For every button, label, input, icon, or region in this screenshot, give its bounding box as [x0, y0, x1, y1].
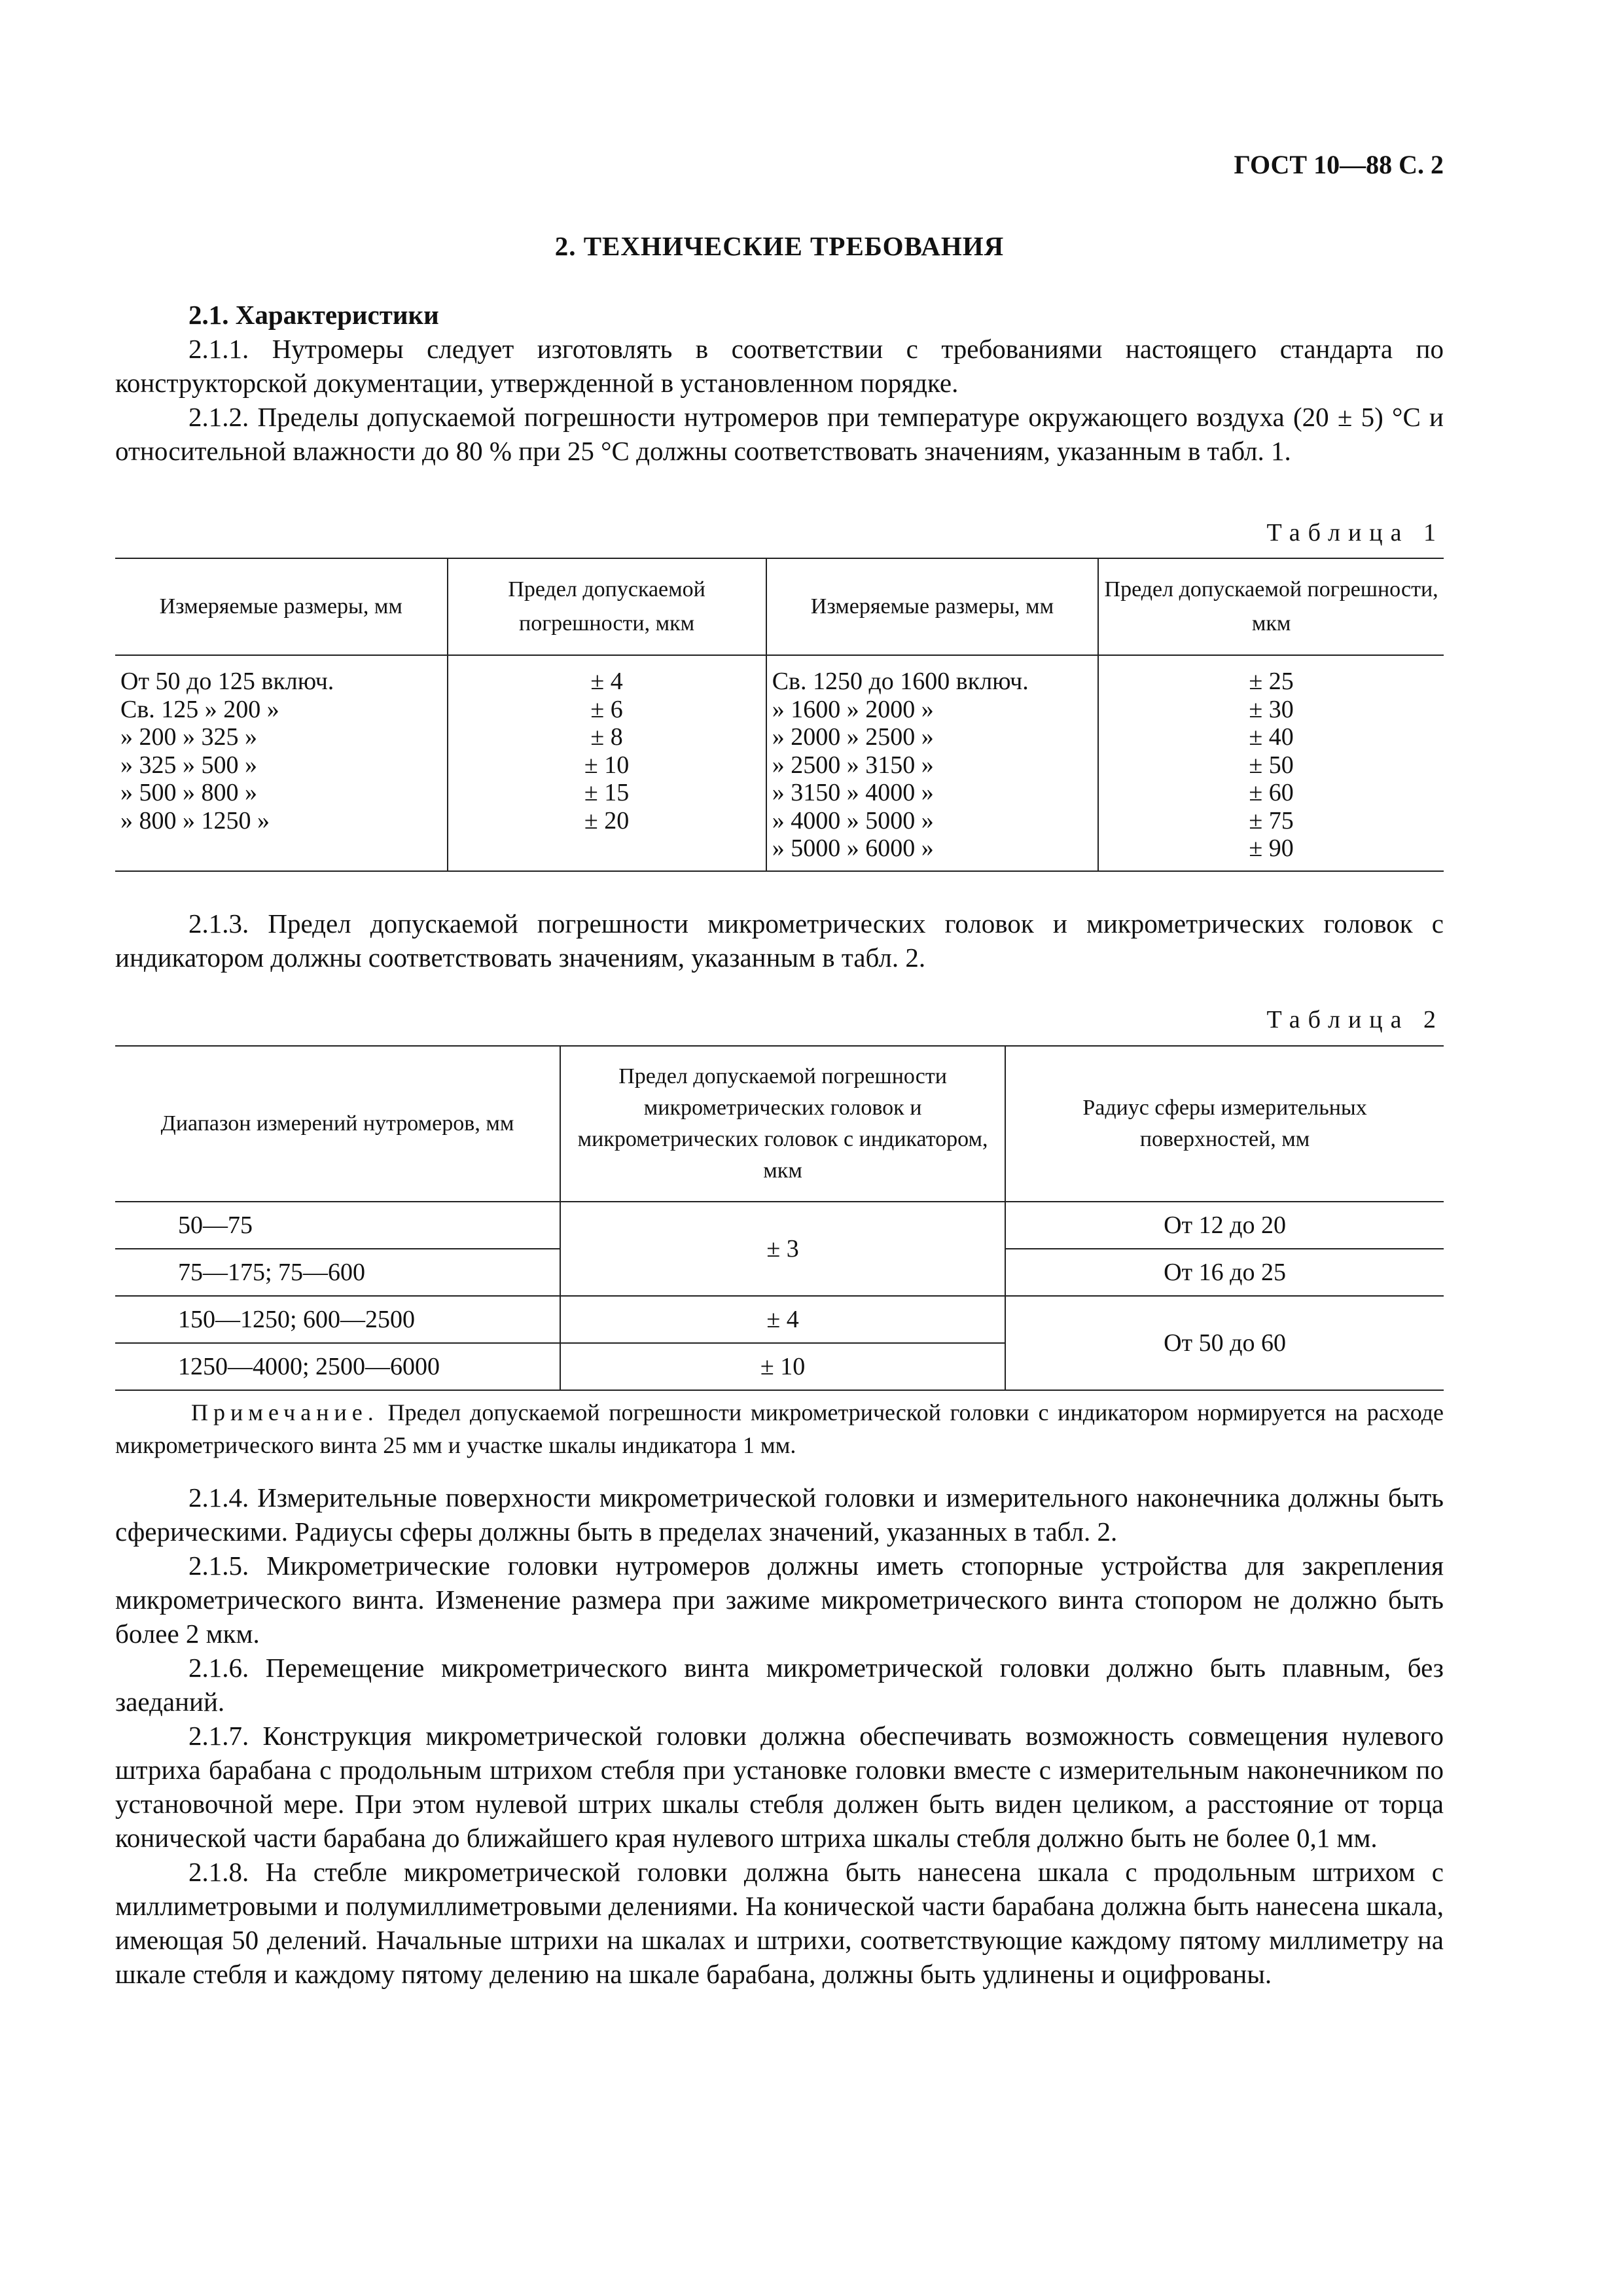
table2-range: 50—75: [115, 1202, 560, 1249]
table1-cell: ± 50: [1249, 751, 1294, 779]
table1-cell: ± 90: [1249, 834, 1294, 862]
table1-cell: » 5000 » 6000 »: [772, 834, 934, 862]
table1-cell: ± 30: [1249, 695, 1294, 723]
table1-cell: От 50 до 125 включ.: [120, 668, 334, 695]
table1-header-error-1: Предел допускаемой погрешности, мкм: [448, 558, 766, 655]
table1-col-errors-2: [1098, 655, 1444, 871]
paragraph-2-1-5: 2.1.5. Микрометрические головки нутромеров должны иметь стопорные устройства для закрепления микрометрического винта. Изменение размера при зажиме микрометрического винта стопором не должно быть более 2 мкм.: [115, 1551, 1444, 1649]
table1-cell: ± 25: [1249, 668, 1294, 695]
table1-cell: ± 60: [1249, 779, 1294, 806]
intro-block: [115, 298, 1444, 468]
table1-header-error-2: Предел допускаемой погрешности, мкм: [1098, 558, 1444, 655]
paragraph-2-1-6: 2.1.6. Перемещение микрометрического винта микрометрической головки должно быть плавным, без заеданий.: [115, 1653, 1444, 1717]
note-text: Предел допускаемой погрешности микрометрической головки с индикатором нормируется на расходе микрометрического винта 25 мм и участке шкалы индикатора 1 мм.: [115, 1399, 1444, 1458]
table1-cell: ± 4: [590, 668, 623, 695]
table2-header-radius: Радиус сферы измерительных поверхностей, мм: [1005, 1046, 1444, 1202]
table-1: [115, 558, 1444, 872]
table2-caption: Таблица 2: [1266, 1006, 1444, 1033]
table2-range: 150—1250; 600—2500: [115, 1296, 560, 1343]
note-label: Примечание.: [191, 1399, 379, 1426]
table1-cell: ± 10: [584, 751, 630, 779]
requirements-block: [115, 1480, 1444, 1991]
table1-cell: » 3150 » 4000 »: [772, 779, 934, 806]
table1-col-errors-1: [448, 655, 766, 871]
subsection-title: 2.1. Характеристики: [188, 300, 439, 330]
table2-radius: От 16 до 25: [1005, 1249, 1444, 1296]
paragraph-2-1-7: 2.1.7. Конструкция микрометрической головки должна обеспечивать возможность совмещения нулевого штриха барабана с продольным штрихом стебля при установке головки вместе с измерительным наконечником по установочной мере. При этом нулевой штрих шкалы стебля должен быть виден целиком, а расстояние от торца конической части барабана до ближайшего края нулевого штриха шкалы стебля должно быть не более 0,1 мм.: [115, 1721, 1444, 1853]
table1-cell: ± 20: [584, 806, 630, 834]
table1-cell: » 4000 » 5000 »: [772, 806, 934, 834]
table2-range: 1250—4000; 2500—6000: [115, 1343, 560, 1390]
table2-radius: От 12 до 20: [1005, 1202, 1444, 1249]
table1-cell: ± 8: [590, 723, 623, 751]
paragraph-2-1-1: 2.1.1. Нутромеры следует изготовлять в соответствии с требованиями настоящего стандарта по конструкторской документации, утвержденной в установленном порядке.: [115, 334, 1444, 398]
paragraph-2-1-3: 2.1.3. Предел допускаемой погрешности микрометрических головок и микрометрических головок с индикатором должны соответствовать значениям, указанным в табл. 2.: [115, 908, 1444, 973]
table1-col-sizes-1: [115, 655, 448, 871]
table1-cell: ± 6: [590, 695, 623, 723]
table2-error: ± 4: [560, 1296, 1005, 1343]
table2-error: ± 3: [560, 1202, 1005, 1296]
table1-cell: » 200 » 325 »: [120, 723, 257, 751]
page-header: ГОСТ 10—88 С. 2: [1234, 150, 1444, 179]
table1-cell: » 1600 » 2000 »: [772, 695, 934, 723]
paragraph-2-1-2: 2.1.2. Пределы допускаемой погрешности нутромеров при температуре окружающего воздуха (20 ± 5) °С и относительной влажности до 80 % при 25 °С должны соответствовать значениям, указанным в табл. 1.: [115, 402, 1444, 466]
table2-error: ± 10: [560, 1343, 1005, 1390]
table1-cell: ± 40: [1249, 723, 1294, 751]
table2-radius: От 50 до 60: [1005, 1296, 1444, 1390]
table1-header-size-2: Измеряемые размеры, мм: [766, 558, 1099, 655]
table2-header-error: Предел допускаемой погрешности микрометрических головок и микрометрических головок с индикатором, мкм: [560, 1046, 1005, 1202]
table-note: [115, 1396, 1444, 1462]
paragraph-2-1-8: 2.1.8. На стебле микрометрической головки должна быть нанесена шкала с продольным штрихом с миллиметровыми и полумиллиметровыми делениями. На конической части барабана должна быть нанесена шкала, имеющая 50 делений. Начальные штрихи на шкалах и штрихи, соответствующие каждому пятому миллиметру на шкале стебля и каждому пятому делению на шкале барабана, должны быть удлинены и оцифрованы.: [115, 1857, 1444, 1989]
table1-cell: ± 75: [1249, 806, 1294, 834]
table1-cell: Св. 1250 до 1600 включ.: [772, 668, 1029, 695]
table1-cell: » 800 » 1250 »: [120, 806, 270, 834]
section-title: 2. ТЕХНИЧЕСКИЕ ТРЕБОВАНИЯ: [554, 231, 1005, 261]
paragraph-2-1-3-block: [115, 906, 1444, 975]
table1-cell: ± 15: [584, 779, 630, 806]
table2-header-range: Диапазон измерений нутромеров, мм: [115, 1046, 560, 1202]
table1-cell: » 500 » 800 »: [120, 779, 257, 806]
table1-col-sizes-2: [766, 655, 1099, 871]
table-2: [115, 1045, 1444, 1391]
table1-cell: Св. 125 » 200 »: [120, 695, 279, 723]
paragraph-2-1-4: 2.1.4. Измерительные поверхности микрометрической головки и измерительного наконечника должны быть сферическими. Радиусы сферы должны быть в пределах значений, указанных в табл. 2.: [115, 1482, 1444, 1547]
table1-cell: » 2000 » 2500 »: [772, 723, 934, 751]
table2-range: 75—175; 75—600: [115, 1249, 560, 1296]
table1-header-size-1: Измеряемые размеры, мм: [115, 558, 448, 655]
table1-cell: » 325 » 500 »: [120, 751, 257, 779]
table1-caption: Таблица 1: [1266, 519, 1444, 547]
table1-cell: » 2500 » 3150 »: [772, 751, 934, 779]
